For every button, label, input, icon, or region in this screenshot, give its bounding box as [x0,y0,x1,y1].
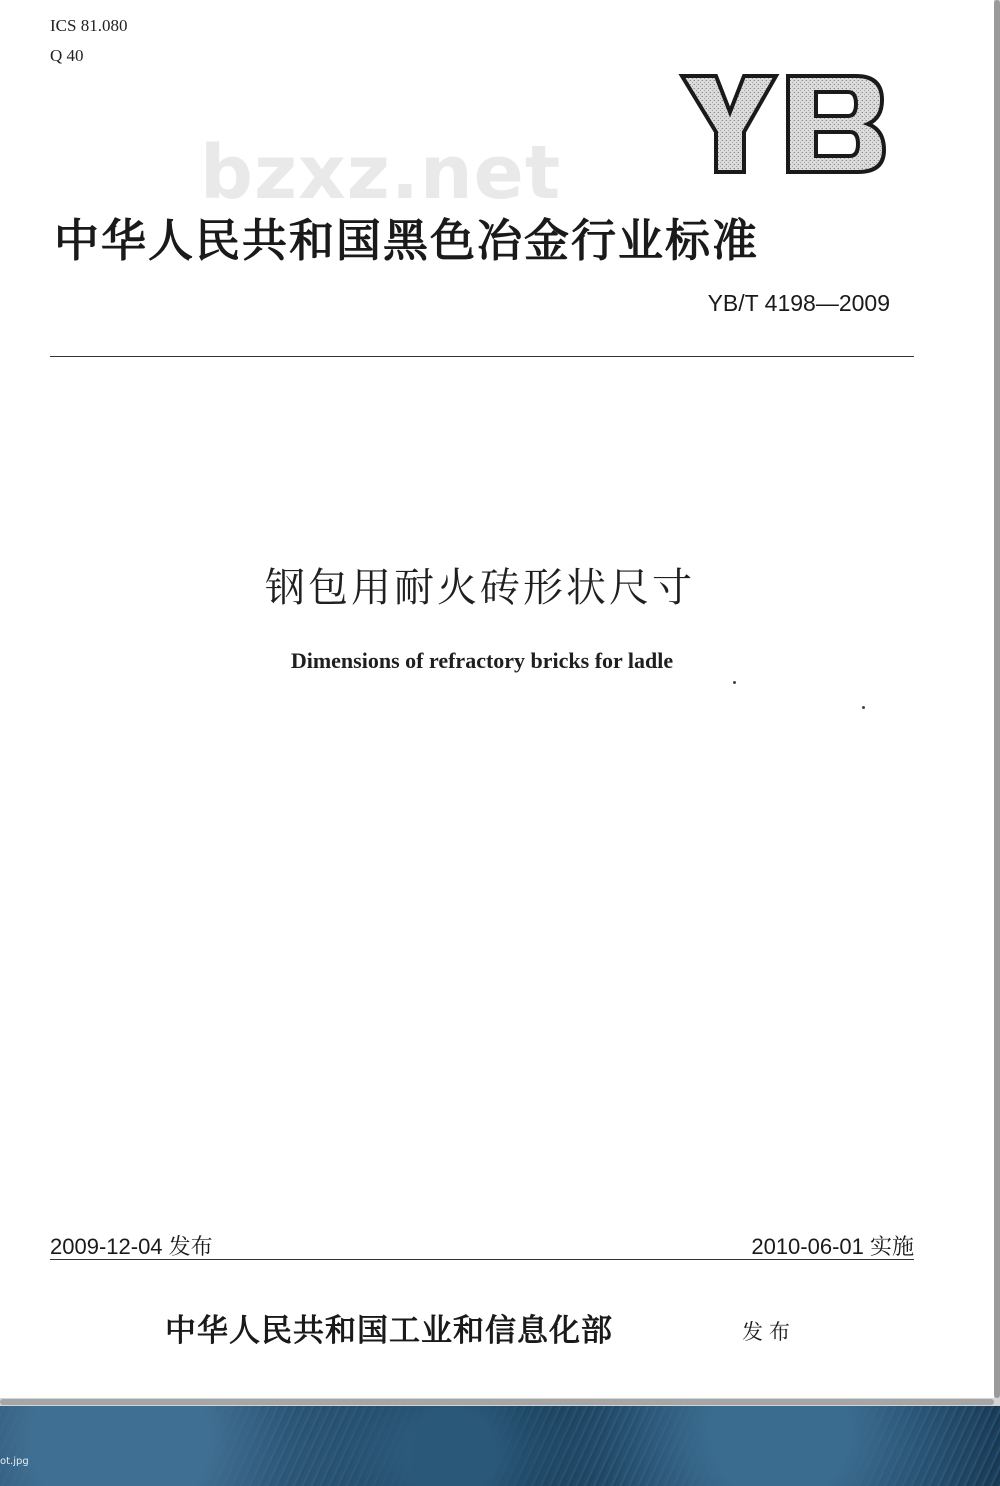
watermark: bzxz.net [200,130,562,216]
implementation-date: 2010-06-01 实施 [751,1234,914,1259]
publish-label: 发布 [742,1320,796,1344]
classification-code: Q 40 [50,46,84,65]
horizontal-scroll-thumb[interactable] [0,1399,994,1405]
desktop-background [0,1406,1000,1486]
logo-letter-b [788,76,884,172]
standard-number: YB/T 4198—2009 [707,290,890,316]
scan-speck [733,681,736,684]
publisher-name: 中华人民共和国工业和信息化部 [165,1313,613,1349]
standard-title: 中华人民共和国黑色冶金行业标准 [54,214,760,267]
issue-date: 2009-12-04 发布 [50,1234,213,1259]
scan-speck [862,706,865,709]
vertical-scrollbar[interactable] [994,0,1000,1398]
file-name-label: ot.jpg [0,1456,29,1467]
document-title-english: Dimensions of refractory bricks for ladle [290,648,674,673]
ics-code: ICS 81.080 [50,16,128,35]
document-title-chinese: 钢包用耐火砖形状尺寸 [265,565,695,611]
header-rule [50,356,914,357]
yb-logo [678,72,888,176]
horizontal-scrollbar[interactable] [0,1398,1000,1406]
vertical-scroll-thumb[interactable] [994,0,1000,1398]
logo-letter-y [682,76,776,172]
footer-rule [50,1259,914,1260]
